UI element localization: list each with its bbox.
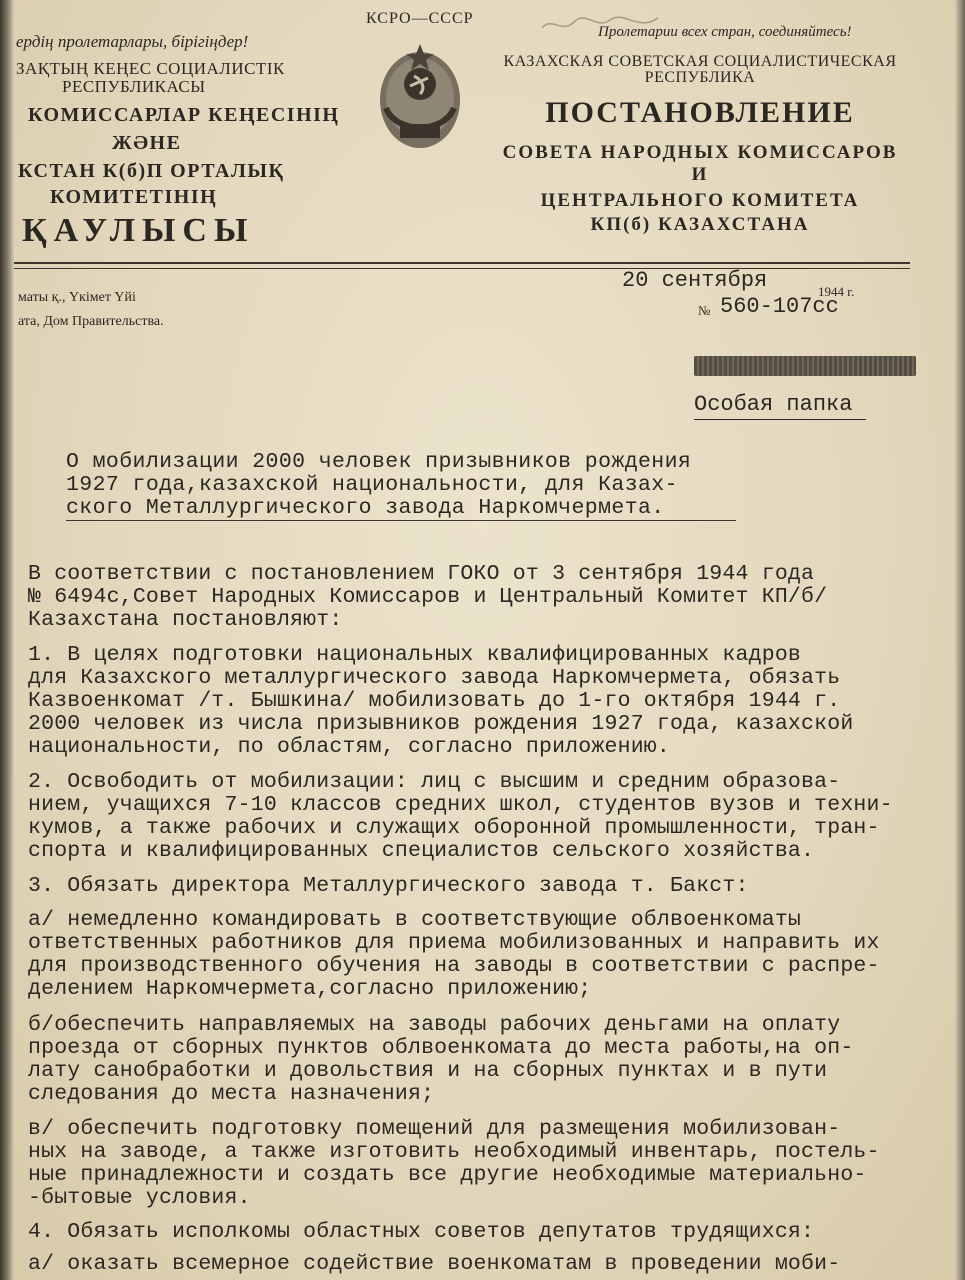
- header-divider-thin: [14, 268, 910, 269]
- body-line: следования до места назначения;: [28, 1082, 435, 1106]
- ru-council-line2: И: [691, 164, 709, 185]
- body-line: кумов, а также рабочих и служащих оборонной промышленности, тран-: [28, 816, 880, 840]
- ru-council-line1: СОВЕТА НАРОДНЫХ КОМИССАРОВ: [502, 142, 898, 163]
- body-line: лату санобработки и довольствия и на сборных пунктах и в пути: [28, 1059, 828, 1083]
- body-line: Казвоенкомат /т. Бышкина/ мобилизовать до 1-го октября 1944 г.: [28, 689, 841, 713]
- body-line: а/ оказать всемерное содействие военкоматам в проведении моби-: [28, 1252, 841, 1276]
- body-line: делением Наркомчермета,согласно приложению;: [28, 977, 592, 1001]
- body-line: б/обеспечить направляемых на заводы рабочих деньгами на оплату: [28, 1013, 841, 1037]
- title-line-3: ского Металлургического завода Наркомчермета.: [66, 496, 665, 520]
- kz-republic: [16, 60, 285, 96]
- title-line-1: О мобилизации 2000 человек призывников рождения: [66, 450, 692, 474]
- body-line: -бытовые условия.: [28, 1186, 251, 1210]
- state-emblem-icon: [370, 38, 470, 158]
- kz-council-line1: КОМИССАРЛАР КЕҢЕСІНІҢ: [28, 104, 340, 126]
- kz-address: маты қ., Үкімет Үйі: [18, 290, 136, 305]
- emblem-label: КСРО—СССР: [366, 10, 474, 27]
- body-line: ответственных работников для приема мобилизованных и направить их: [28, 931, 880, 955]
- body-line: в/ обеспечить подготовку помещений для размещения мобилизован-: [28, 1117, 841, 1141]
- header-divider: [14, 262, 910, 264]
- body-line: для Казахского металлургического завода Наркомчермета, обязать: [28, 666, 841, 690]
- redacted-mark: [694, 356, 916, 376]
- document-number: 560-107сс: [720, 294, 839, 319]
- body-line: 3. Обязать директора Металлургического завода т. Бакст:: [28, 874, 749, 898]
- body-line: 4. Обязать исполкомы областных советов депутатов трудящихся:: [28, 1220, 815, 1244]
- ru-slogan: Пролетарии всех стран, соединяйтесь!: [598, 24, 852, 40]
- kz-council-line3: КСТАН К(б)П ОРТАЛЫҚ: [18, 160, 285, 182]
- number-sign: №: [698, 303, 711, 318]
- ru-republic: КАЗАХСКАЯ СОВЕТСКАЯ СОЦИАЛИСТИЧЕСКАЯ РЕСПУБЛИКА: [503, 53, 897, 86]
- body-line: 2000 человек из числа призывников рождения 1927 года, казахской: [28, 712, 854, 736]
- kz-republic-line2: РЕСПУБЛИКАСЫ: [62, 77, 206, 96]
- body-line: спорта и квалифицированных специалистов сельского хозяйства.: [28, 839, 815, 863]
- document-date: 20 сентября: [622, 268, 768, 293]
- page-left-edge: [0, 0, 14, 1280]
- page-right-edge: [955, 0, 965, 1280]
- body-line: национальности, по областям, согласно приложению.: [28, 735, 671, 759]
- kz-decree-title: ҚАУЛЫСЫ: [22, 212, 255, 249]
- special-folder-label: Особая папка: [694, 392, 853, 417]
- body-line: ных на заводе, а также изготовить необходимый инвентарь, постель-: [28, 1140, 880, 1164]
- body-line: нием, учащихся 7-10 классов средних школ, студентов вузов и техни-: [28, 793, 893, 817]
- ru-decree-title: ПОСТАНОВЛЕНИЕ: [545, 96, 855, 129]
- ru-address: ата, Дом Правительства.: [18, 314, 164, 329]
- body-line: ные принадлежности и создать все другие необходимые материально-: [28, 1163, 867, 1187]
- ru-council-line4: КП(б) КАЗАХСТАНА: [590, 214, 810, 235]
- title-underline: [66, 520, 736, 521]
- body-line: В соответствии с постановлением ГОКО от 3 сентября 1944 года: [28, 562, 815, 586]
- body-line: № 6494с,Совет Народных Комиссаров и Центральный Комитет КП/б/: [28, 585, 828, 609]
- body-line: для производственного обучения на заводы в соответствии с распре-: [28, 954, 880, 978]
- kz-council-line2: ЖӘНЕ: [112, 132, 182, 154]
- body-line: а/ немедленно командировать в соответствующие облвоенкоматы: [28, 908, 802, 932]
- kz-republic-line1: ЗАҚТЫҢ КЕҢЕС СОЦИАЛИСТІК: [16, 59, 285, 78]
- kz-slogan: ердің пролетарлары, бірігіңдер!: [16, 32, 249, 51]
- ru-council-line3: ЦЕНТРАЛЬНОГО КОМИТЕТА: [540, 190, 860, 211]
- title-line-2: 1927 года,казахской национальности, для Казах-: [66, 473, 678, 497]
- body-line: проезда от сборных пунктов облвоенкомата до места работы,на оп-: [28, 1036, 854, 1060]
- document-year: 1944 г.: [818, 284, 855, 299]
- special-folder-underline: [694, 419, 866, 420]
- body-line: 1. В целях подготовки национальных квалифицированных кадров: [28, 643, 802, 667]
- kz-council-line4: КОМИТЕТІНІҢ: [50, 186, 218, 208]
- body-line: 2. Освободить от мобилизации: лиц с высшим и средним образова-: [28, 770, 841, 794]
- body-line: Казахстана постановляют:: [28, 608, 343, 632]
